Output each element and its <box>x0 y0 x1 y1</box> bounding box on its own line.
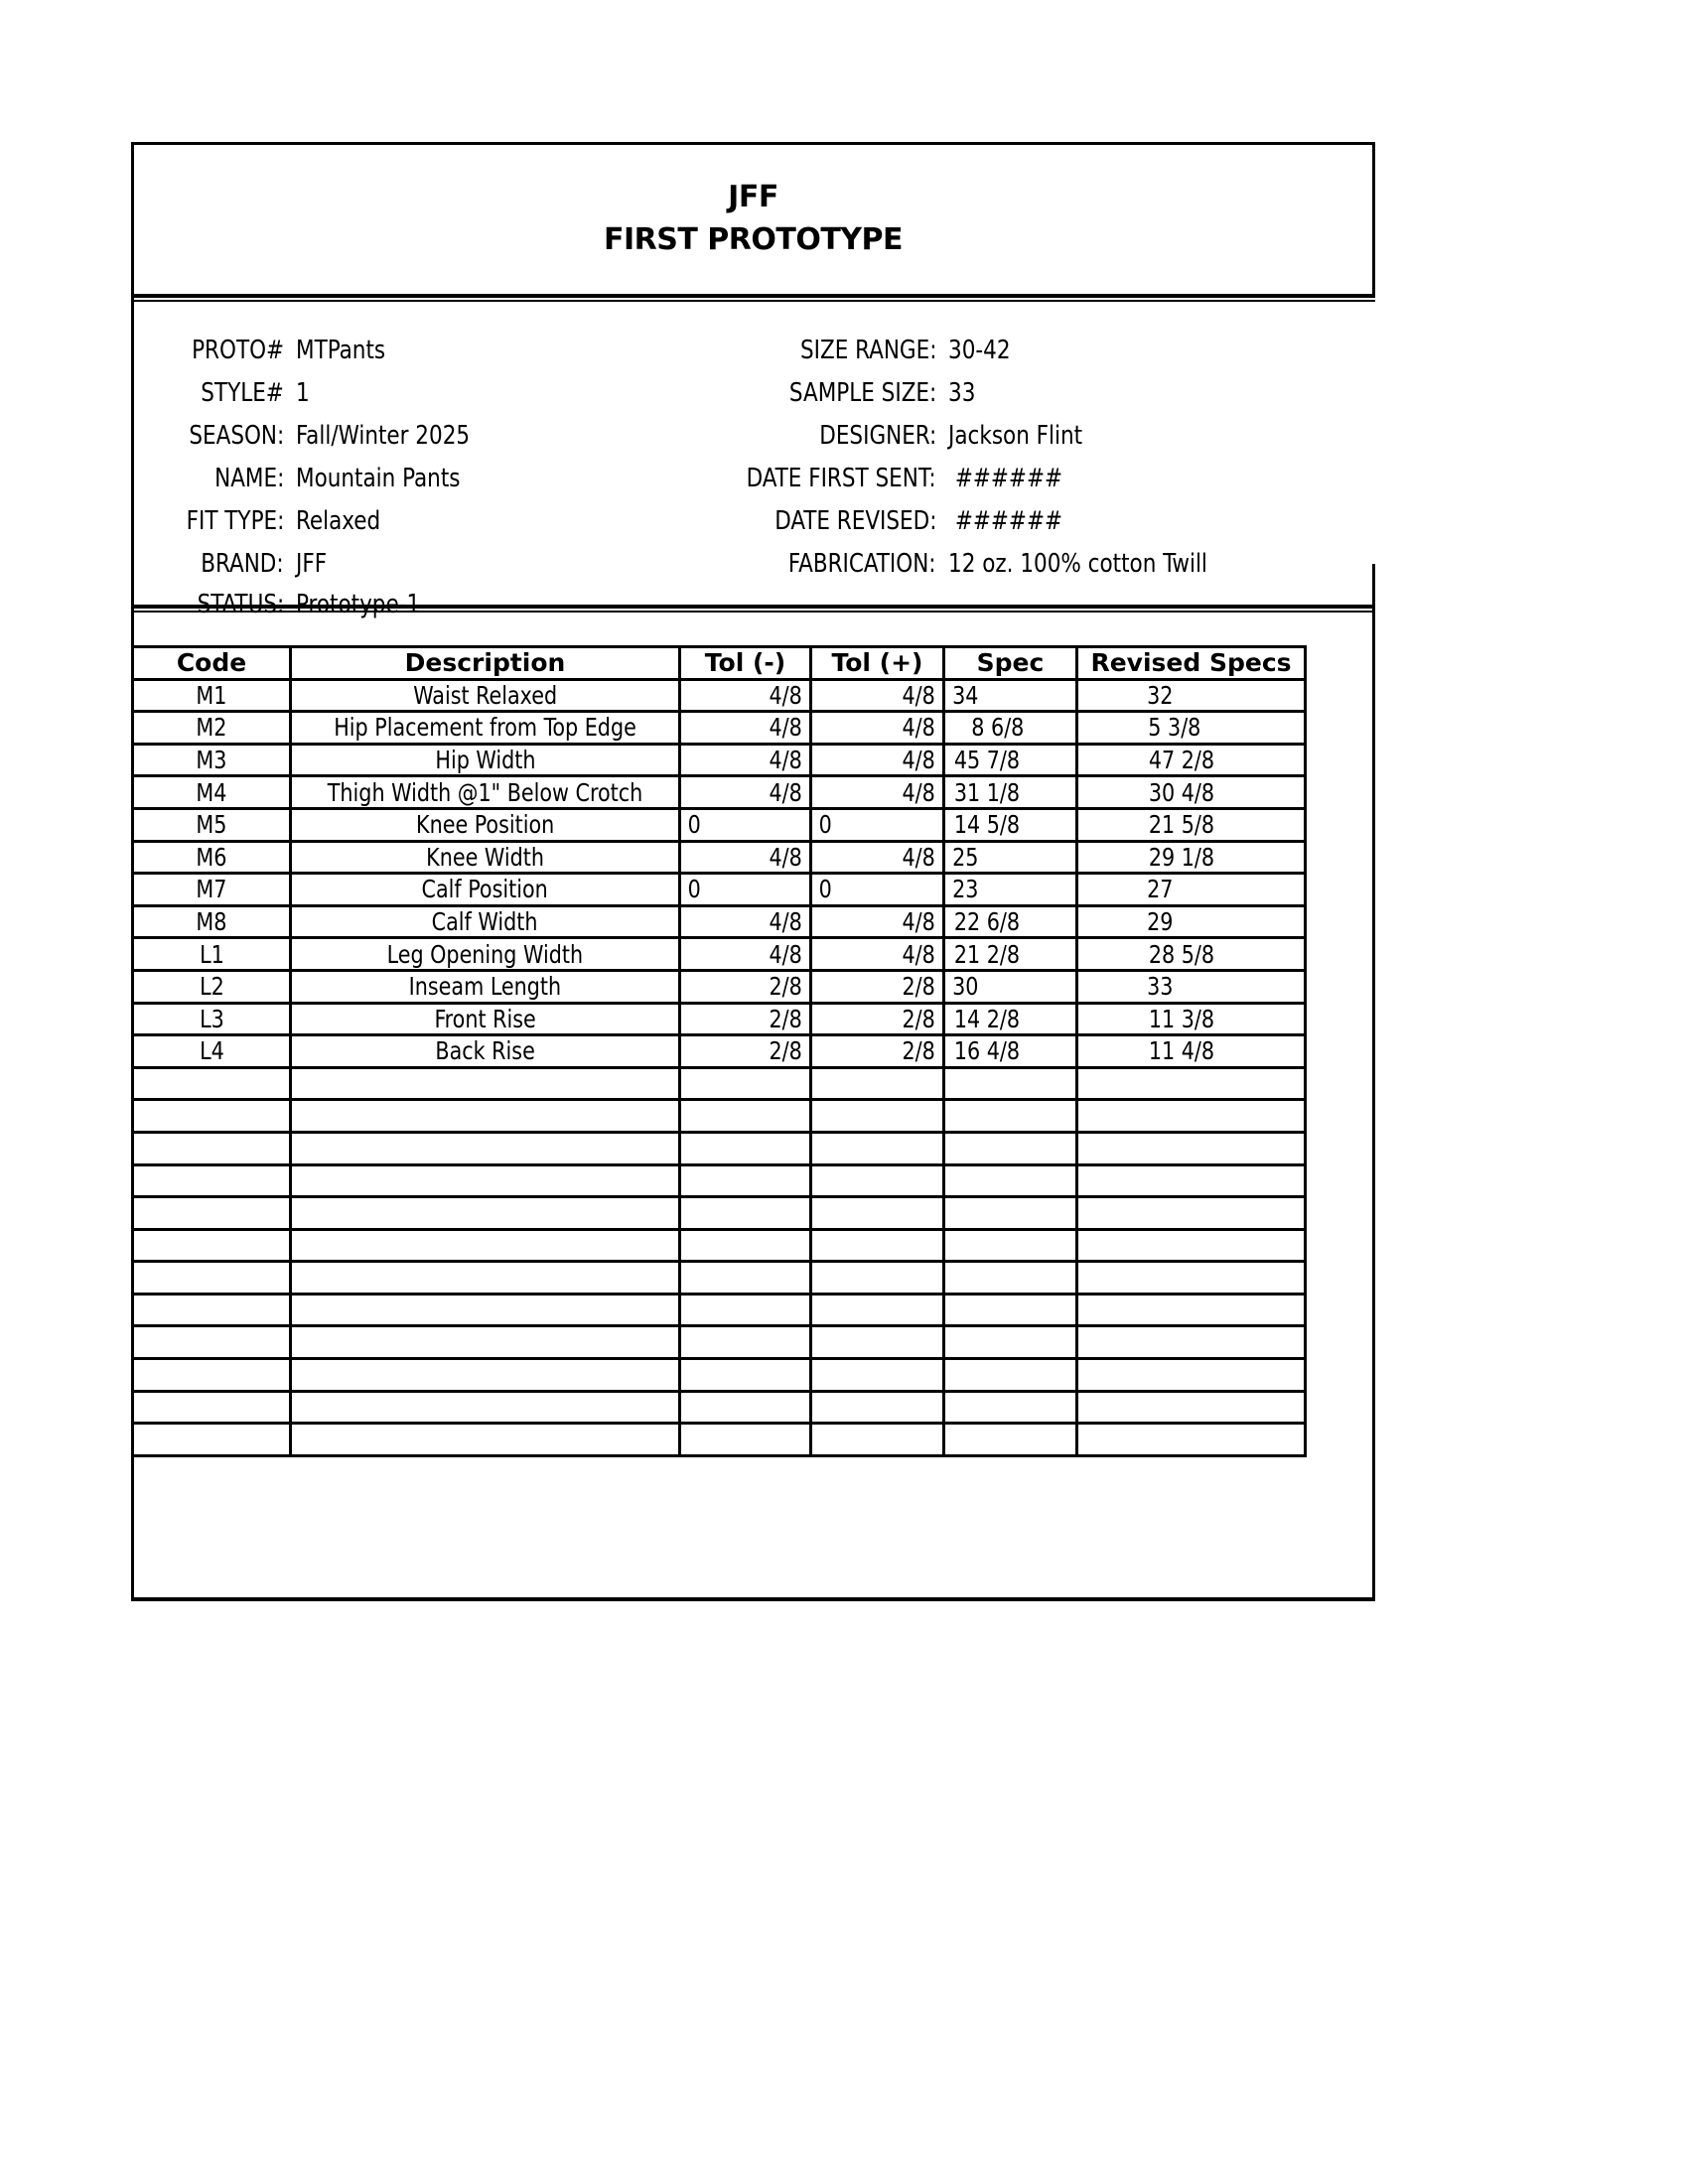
empty-cell <box>944 1132 1077 1164</box>
empty-cell <box>291 1359 680 1392</box>
table-row <box>133 841 1306 874</box>
description-cell <box>291 1003 680 1035</box>
empty-cell <box>944 1391 1077 1424</box>
empty-cell <box>944 1197 1077 1230</box>
info-label: STATUS: <box>197 590 284 619</box>
empty-cell <box>811 1359 944 1392</box>
empty-cell <box>133 1326 291 1359</box>
column-header-description: Description <box>291 647 680 680</box>
empty-cell <box>680 1197 811 1230</box>
column-header-spec: Spec <box>944 647 1077 680</box>
revised-spec-cell: 30 4/8 <box>1148 777 1215 807</box>
empty-cell <box>811 1294 944 1326</box>
title-divider-line <box>131 294 1375 298</box>
tol-plus-cell <box>811 841 944 874</box>
code-cell: L2 <box>199 972 224 1002</box>
description-cell: Front Rise <box>434 1004 536 1033</box>
empty-cell <box>680 1067 811 1100</box>
spec-cell: 14 5/8 <box>953 810 1021 840</box>
empty-cell <box>1077 1067 1306 1100</box>
info-value: JFF <box>296 549 328 579</box>
info-label: SAMPLE SIZE: <box>788 378 936 408</box>
info-label: NAME: <box>213 464 284 493</box>
empty-cell <box>680 1132 811 1164</box>
empty-cell <box>291 1132 680 1164</box>
spec-cell: 23 <box>952 875 979 904</box>
info-label: PROTO# <box>192 336 284 365</box>
empty-cell <box>811 1067 944 1100</box>
tol-minus-cell <box>680 905 811 938</box>
revised-spec-cell: 32 <box>1147 680 1174 710</box>
empty-cell <box>291 1197 680 1230</box>
empty-cell <box>291 1262 680 1295</box>
info-value: MTPants <box>296 336 386 365</box>
column-header-revised-specs: Revised Specs <box>1077 647 1306 680</box>
tol-plus-cell: 4/8 <box>902 842 935 872</box>
spec-cell <box>944 808 1077 841</box>
empty-cell <box>811 1197 944 1230</box>
description-cell: Leg Opening Width <box>386 939 584 969</box>
tol-minus-cell <box>680 744 811 776</box>
empty-cell <box>680 1424 811 1456</box>
code-cell <box>133 744 291 776</box>
empty-cell <box>133 1197 291 1230</box>
tol-plus-cell <box>811 679 944 712</box>
tol-plus-cell <box>811 776 944 809</box>
empty-table-row <box>133 1229 1306 1262</box>
empty-cell <box>133 1132 291 1164</box>
revised-spec-cell <box>1077 679 1306 712</box>
code-cell: M5 <box>196 810 227 840</box>
empty-cell <box>944 1424 1077 1456</box>
empty-cell <box>133 1359 291 1392</box>
empty-table-row <box>133 1294 1306 1326</box>
tol-minus-cell: 0 <box>687 875 701 904</box>
table-row <box>133 1035 1306 1068</box>
empty-cell <box>1077 1197 1306 1230</box>
empty-cell <box>291 1100 680 1133</box>
tol-plus-cell: 4/8 <box>902 777 935 807</box>
empty-cell <box>680 1391 811 1424</box>
tol-minus-cell <box>680 841 811 874</box>
empty-cell <box>811 1391 944 1424</box>
empty-cell <box>133 1067 291 1100</box>
tol-minus-cell: 4/8 <box>769 777 802 807</box>
spec-cell: 8 6/8 <box>971 713 1025 743</box>
empty-cell <box>133 1391 291 1424</box>
spec-cell: 45 7/8 <box>953 746 1021 775</box>
empty-cell <box>1077 1424 1306 1456</box>
code-cell: L1 <box>199 939 224 969</box>
info-value: 30-42 <box>948 336 1011 365</box>
document-title: FIRST PROTOTYPE <box>604 222 903 257</box>
empty-cell <box>680 1294 811 1326</box>
empty-cell <box>133 1229 291 1262</box>
info-label: FIT TYPE: <box>186 506 284 536</box>
tol-minus-cell: 2/8 <box>769 1004 802 1033</box>
tol-plus-cell: 2/8 <box>902 1036 935 1066</box>
empty-cell <box>291 1424 680 1456</box>
description-cell <box>291 712 680 745</box>
revised-spec-cell <box>1077 712 1306 745</box>
revised-spec-cell <box>1077 1035 1306 1068</box>
tol-plus-cell: 0 <box>818 875 832 904</box>
tol-plus-cell: 2/8 <box>902 972 935 1002</box>
empty-cell <box>811 1424 944 1456</box>
code-cell: L3 <box>199 1004 224 1033</box>
table-row <box>133 874 1306 906</box>
info-value: Mountain Pants <box>296 464 461 493</box>
frame-bottom-border <box>131 1597 1375 1601</box>
tol-minus-cell <box>680 808 811 841</box>
empty-cell <box>811 1262 944 1295</box>
title-frame <box>131 142 1375 298</box>
description-cell: Knee Width <box>426 842 544 872</box>
empty-table-row <box>133 1100 1306 1133</box>
spec-cell: 21 2/8 <box>953 939 1021 969</box>
code-cell <box>133 776 291 809</box>
code-cell <box>133 874 291 906</box>
info-label: FABRICATION: <box>788 549 936 579</box>
empty-table-row <box>133 1197 1306 1230</box>
description-cell: Waist Relaxed <box>413 680 557 710</box>
info-label: SIZE RANGE: <box>799 336 936 365</box>
spec-cell: 25 <box>952 842 979 872</box>
info-label: DATE REVISED: <box>774 506 936 536</box>
tol-minus-cell: 2/8 <box>769 972 802 1002</box>
empty-cell <box>680 1262 811 1295</box>
empty-cell <box>944 1164 1077 1197</box>
frame-right-border <box>1372 564 1375 1601</box>
code-cell <box>133 808 291 841</box>
description-cell <box>291 808 680 841</box>
empty-cell <box>1077 1262 1306 1295</box>
info-value: 33 <box>948 378 976 408</box>
code-cell <box>133 1003 291 1035</box>
revised-spec-cell: 29 1/8 <box>1148 842 1215 872</box>
empty-cell <box>1077 1359 1306 1392</box>
info-label: DESIGNER: <box>818 421 936 451</box>
tol-minus-cell <box>680 874 811 906</box>
info-value: 1 <box>296 378 310 408</box>
spec-cell <box>944 938 1077 971</box>
spec-cell: 34 <box>952 680 979 710</box>
tol-minus-cell: 4/8 <box>769 907 802 937</box>
code-cell: M6 <box>196 842 227 872</box>
description-cell <box>291 679 680 712</box>
info-value: Fall/Winter 2025 <box>296 421 471 451</box>
tol-plus-cell <box>811 808 944 841</box>
spec-cell: 14 2/8 <box>953 1004 1021 1033</box>
empty-table-row <box>133 1424 1306 1456</box>
revised-spec-cell <box>1077 808 1306 841</box>
tol-plus-cell: 4/8 <box>902 680 935 710</box>
info-label: STYLE# <box>201 378 284 408</box>
tol-minus-cell <box>680 712 811 745</box>
empty-cell <box>1077 1326 1306 1359</box>
revised-spec-cell <box>1077 841 1306 874</box>
empty-cell <box>944 1294 1077 1326</box>
info-value: ###### <box>948 464 1063 493</box>
column-header-tol-minus: Tol (-) <box>680 647 811 680</box>
tol-plus-cell <box>811 1035 944 1068</box>
column-header-code: Code <box>133 647 291 680</box>
spec-cell <box>944 970 1077 1003</box>
table-row <box>133 744 1306 776</box>
empty-cell <box>1077 1100 1306 1133</box>
tol-minus-cell <box>680 938 811 971</box>
revised-spec-cell: 21 5/8 <box>1148 810 1215 840</box>
tol-minus-cell <box>680 1035 811 1068</box>
revised-spec-cell: 11 4/8 <box>1148 1036 1215 1066</box>
empty-cell <box>291 1326 680 1359</box>
empty-cell <box>944 1100 1077 1133</box>
code-cell <box>133 679 291 712</box>
revised-spec-cell <box>1077 905 1306 938</box>
empty-cell <box>811 1229 944 1262</box>
info-label: DATE FIRST SENT: <box>746 464 936 493</box>
tol-minus-cell: 4/8 <box>769 713 802 743</box>
empty-cell <box>1077 1391 1306 1424</box>
info-value: Prototype-1 <box>296 590 421 619</box>
spec-cell <box>944 776 1077 809</box>
empty-cell <box>291 1229 680 1262</box>
tol-plus-cell: 4/8 <box>902 907 935 937</box>
description-cell <box>291 938 680 971</box>
tol-minus-cell <box>680 679 811 712</box>
code-cell: M8 <box>196 907 227 937</box>
empty-cell <box>811 1100 944 1133</box>
tol-minus-cell: 4/8 <box>769 680 802 710</box>
table-row <box>133 970 1306 1003</box>
tol-plus-cell: 0 <box>818 810 832 840</box>
empty-cell <box>944 1262 1077 1295</box>
description-cell <box>291 744 680 776</box>
spec-cell <box>944 874 1077 906</box>
empty-cell <box>944 1229 1077 1262</box>
code-cell <box>133 1035 291 1068</box>
empty-table-row <box>133 1359 1306 1392</box>
spec-cell: 30 <box>952 972 979 1002</box>
table-row <box>133 679 1306 712</box>
table-header-row <box>133 647 1306 680</box>
description-cell <box>291 841 680 874</box>
empty-table-row <box>133 1326 1306 1359</box>
code-cell: M7 <box>196 875 227 904</box>
spec-cell <box>944 1003 1077 1035</box>
empty-cell <box>680 1164 811 1197</box>
info-value: Jackson Flint <box>948 421 1083 451</box>
spec-cell <box>944 1035 1077 1068</box>
empty-cell <box>680 1100 811 1133</box>
description-cell <box>291 905 680 938</box>
spec-cell: 16 4/8 <box>953 1036 1021 1066</box>
spec-cell <box>944 841 1077 874</box>
table-row <box>133 776 1306 809</box>
revised-spec-cell: 5 3/8 <box>1148 713 1201 743</box>
table-row <box>133 905 1306 938</box>
empty-cell <box>291 1294 680 1326</box>
revised-spec-cell <box>1077 1003 1306 1035</box>
column-header-tol-plus: Tol (+) <box>811 647 944 680</box>
tol-plus-cell: 4/8 <box>902 713 935 743</box>
tol-minus-cell: 4/8 <box>769 842 802 872</box>
revised-spec-cell: 47 2/8 <box>1148 746 1215 775</box>
revised-spec-cell: 29 <box>1147 907 1174 937</box>
revised-spec-cell <box>1077 874 1306 906</box>
tol-minus-cell: 2/8 <box>769 1036 802 1066</box>
description-cell <box>291 776 680 809</box>
title-divider-line-thin <box>131 300 1375 302</box>
brand-title: JFF <box>728 180 778 214</box>
empty-cell <box>680 1229 811 1262</box>
spec-cell: 31 1/8 <box>953 777 1021 807</box>
description-cell: Back Rise <box>435 1036 535 1066</box>
revised-spec-cell: 11 3/8 <box>1148 1004 1215 1033</box>
empty-cell <box>133 1262 291 1295</box>
description-cell: Calf Position <box>421 875 549 904</box>
spec-table <box>131 645 1307 1457</box>
empty-cell <box>944 1326 1077 1359</box>
spec-cell <box>944 905 1077 938</box>
tol-minus-cell <box>680 970 811 1003</box>
empty-cell <box>944 1067 1077 1100</box>
description-cell <box>291 874 680 906</box>
tol-plus-cell <box>811 712 944 745</box>
empty-cell <box>811 1164 944 1197</box>
description-cell: Hip Placement from Top Edge <box>334 713 636 743</box>
code-cell: M4 <box>196 777 227 807</box>
tol-plus-cell <box>811 905 944 938</box>
empty-cell <box>811 1326 944 1359</box>
tol-plus-cell <box>811 938 944 971</box>
description-cell: Thigh Width @1" Below Crotch <box>327 777 643 807</box>
description-cell <box>291 1035 680 1068</box>
info-value: 12 oz. 100% cotton Twill <box>948 549 1207 579</box>
empty-table-row <box>133 1391 1306 1424</box>
spec-cell <box>944 679 1077 712</box>
empty-cell <box>133 1100 291 1133</box>
revised-spec-cell <box>1077 970 1306 1003</box>
spec-cell <box>944 744 1077 776</box>
empty-cell <box>1077 1294 1306 1326</box>
empty-cell <box>133 1294 291 1326</box>
code-cell <box>133 841 291 874</box>
table-row <box>133 938 1306 971</box>
description-cell: Knee Position <box>415 810 555 840</box>
revised-spec-cell <box>1077 776 1306 809</box>
description-cell: Inseam Length <box>408 972 562 1002</box>
table-row <box>133 712 1306 745</box>
revised-spec-cell <box>1077 744 1306 776</box>
tol-plus-cell: 2/8 <box>902 1004 935 1033</box>
empty-cell <box>291 1391 680 1424</box>
empty-cell <box>680 1359 811 1392</box>
empty-cell <box>811 1132 944 1164</box>
code-cell <box>133 905 291 938</box>
empty-table-row <box>133 1067 1306 1100</box>
tol-plus-cell: 4/8 <box>902 746 935 775</box>
tol-plus-cell <box>811 1003 944 1035</box>
info-value: ###### <box>948 506 1063 536</box>
spec-cell <box>944 712 1077 745</box>
tol-plus-cell: 4/8 <box>902 939 935 969</box>
code-cell: L4 <box>199 1036 224 1066</box>
tol-minus-cell: 4/8 <box>769 939 802 969</box>
info-label: SEASON: <box>189 421 284 451</box>
tol-plus-cell <box>811 874 944 906</box>
revised-spec-cell: 28 5/8 <box>1148 939 1215 969</box>
code-cell: M2 <box>196 713 227 743</box>
tol-minus-cell: 4/8 <box>769 746 802 775</box>
revised-spec-cell: 33 <box>1147 972 1174 1002</box>
empty-cell <box>680 1326 811 1359</box>
tol-minus-cell <box>680 776 811 809</box>
revised-spec-cell <box>1077 938 1306 971</box>
description-cell <box>291 970 680 1003</box>
code-cell <box>133 938 291 971</box>
empty-cell <box>133 1164 291 1197</box>
table-row <box>133 1003 1306 1035</box>
info-value: Relaxed <box>296 506 381 536</box>
tol-plus-cell <box>811 970 944 1003</box>
code-cell <box>133 712 291 745</box>
empty-cell <box>944 1359 1077 1392</box>
empty-table-row <box>133 1132 1306 1164</box>
empty-cell <box>291 1164 680 1197</box>
tol-minus-cell: 0 <box>687 810 701 840</box>
code-cell: M1 <box>196 680 227 710</box>
description-cell: Hip Width <box>434 746 536 775</box>
tol-minus-cell <box>680 1003 811 1035</box>
revised-spec-cell: 27 <box>1147 875 1174 904</box>
empty-table-row <box>133 1164 1306 1197</box>
info-label: BRAND: <box>201 549 284 579</box>
empty-cell <box>1077 1132 1306 1164</box>
code-cell <box>133 970 291 1003</box>
empty-cell <box>1077 1229 1306 1262</box>
table-row <box>133 808 1306 841</box>
empty-cell <box>133 1424 291 1456</box>
empty-table-row <box>133 1262 1306 1295</box>
empty-cell <box>291 1067 680 1100</box>
tol-plus-cell <box>811 744 944 776</box>
code-cell: M3 <box>196 746 227 775</box>
spec-cell: 22 6/8 <box>953 907 1021 937</box>
empty-cell <box>1077 1164 1306 1197</box>
description-cell: Calf Width <box>432 907 538 937</box>
